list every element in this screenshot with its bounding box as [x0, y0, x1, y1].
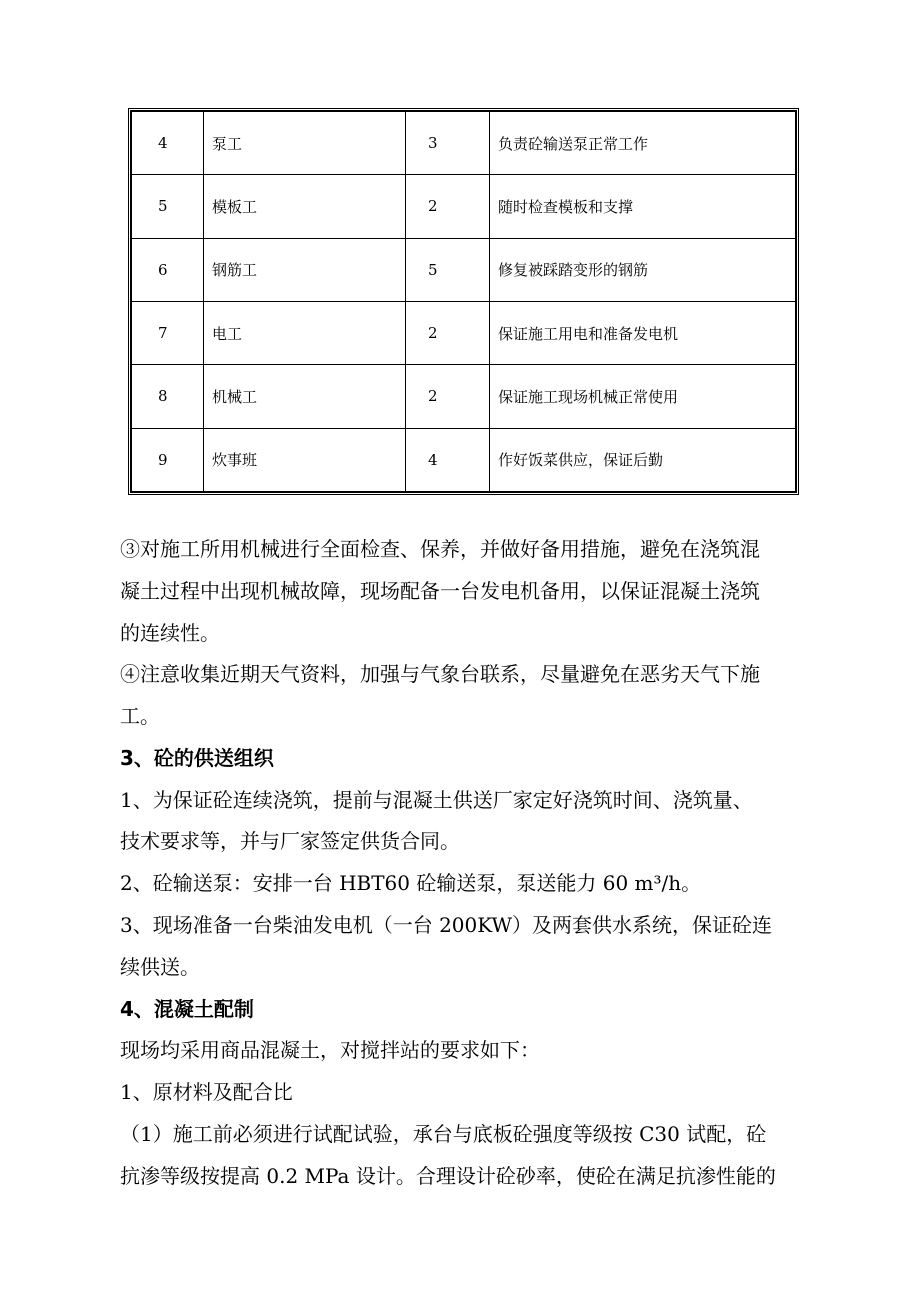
cell-duty: 随时检查模板和支撑	[490, 175, 796, 238]
cell-no: 7	[132, 301, 204, 364]
cell-count: 2	[406, 301, 490, 364]
table-row	[132, 175, 796, 238]
cell-type: 泵工	[204, 112, 406, 175]
cell-duty: 作好饭菜供应，保证后勤	[490, 428, 796, 491]
cell-count: 2	[406, 365, 490, 428]
paragraph-line: 抗渗等级按提高 0.2 MPa 设计。合理设计砼砂率，使砼在满足抗渗性能的	[120, 1164, 776, 1188]
cell-no: 6	[132, 238, 204, 301]
table-row	[132, 428, 796, 491]
paragraph-line: 现场均采用商品混凝土，对搅拌站的要求如下：	[120, 1038, 540, 1062]
paragraph-line: 2、砼输送泵：安排一台 HBT60 砼输送泵，泵送能力 60 m³/h。	[120, 871, 702, 895]
cell-no: 5	[132, 175, 204, 238]
paragraph-line: 续供送。	[120, 955, 200, 979]
cell-no: 8	[132, 365, 204, 428]
paragraph-line: 凝土过程中出现机械故障，现场配备一台发电机备用，以保证混凝土浇筑	[120, 579, 760, 603]
cell-duty: 负责砼输送泵正常工作	[490, 112, 796, 175]
paragraph-line: 1、为保证砼连续浇筑，提前与混凝土供送厂家定好浇筑时间、浇筑量、	[120, 788, 753, 812]
cell-type: 模板工	[204, 175, 406, 238]
cell-count: 4	[406, 428, 490, 491]
cell-type: 电工	[204, 301, 406, 364]
table-row	[132, 112, 796, 175]
cell-duty: 保证施工用电和准备发电机	[490, 301, 796, 364]
cell-count: 5	[406, 238, 490, 301]
paragraph-line: （1）施工前必须进行试配试验，承台与底板砼强度等级按 C30 试配，砼	[120, 1122, 767, 1146]
paragraph-line: 3、现场准备一台柴油发电机（一台 200KW）及两套供水系统，保证砼连	[120, 913, 773, 937]
cell-duty: 保证施工现场机械正常使用	[490, 365, 796, 428]
paragraph-line: 的连续性。	[120, 621, 220, 645]
cell-no: 4	[132, 112, 204, 175]
cell-duty: 修复被踩踏变形的钢筋	[490, 238, 796, 301]
paragraph-line: 技术要求等，并与厂家签定供货合同。	[120, 829, 460, 853]
table-row	[132, 365, 796, 428]
cell-type: 炊事班	[204, 428, 406, 491]
paragraph-line: ④注意收集近期天气资料，加强与气象台联系，尽量避免在恶劣天气下施	[120, 662, 760, 686]
staffing-table	[128, 108, 799, 495]
section-heading: 3、砼的供送组织	[120, 746, 274, 770]
cell-count: 3	[406, 112, 490, 175]
table-row	[132, 238, 796, 301]
paragraph-line: ③对施工所用机械进行全面检查、保养，并做好备用措施，避免在浇筑混	[120, 537, 760, 561]
cell-type: 机械工	[204, 365, 406, 428]
section-heading: 4、混凝土配制	[120, 997, 254, 1021]
cell-no: 9	[132, 428, 204, 491]
paragraph-line: 工。	[120, 704, 160, 728]
table-row	[132, 301, 796, 364]
cell-count: 2	[406, 175, 490, 238]
paragraph-line: 1、原材料及配合比	[120, 1080, 293, 1104]
cell-type: 钢筋工	[204, 238, 406, 301]
